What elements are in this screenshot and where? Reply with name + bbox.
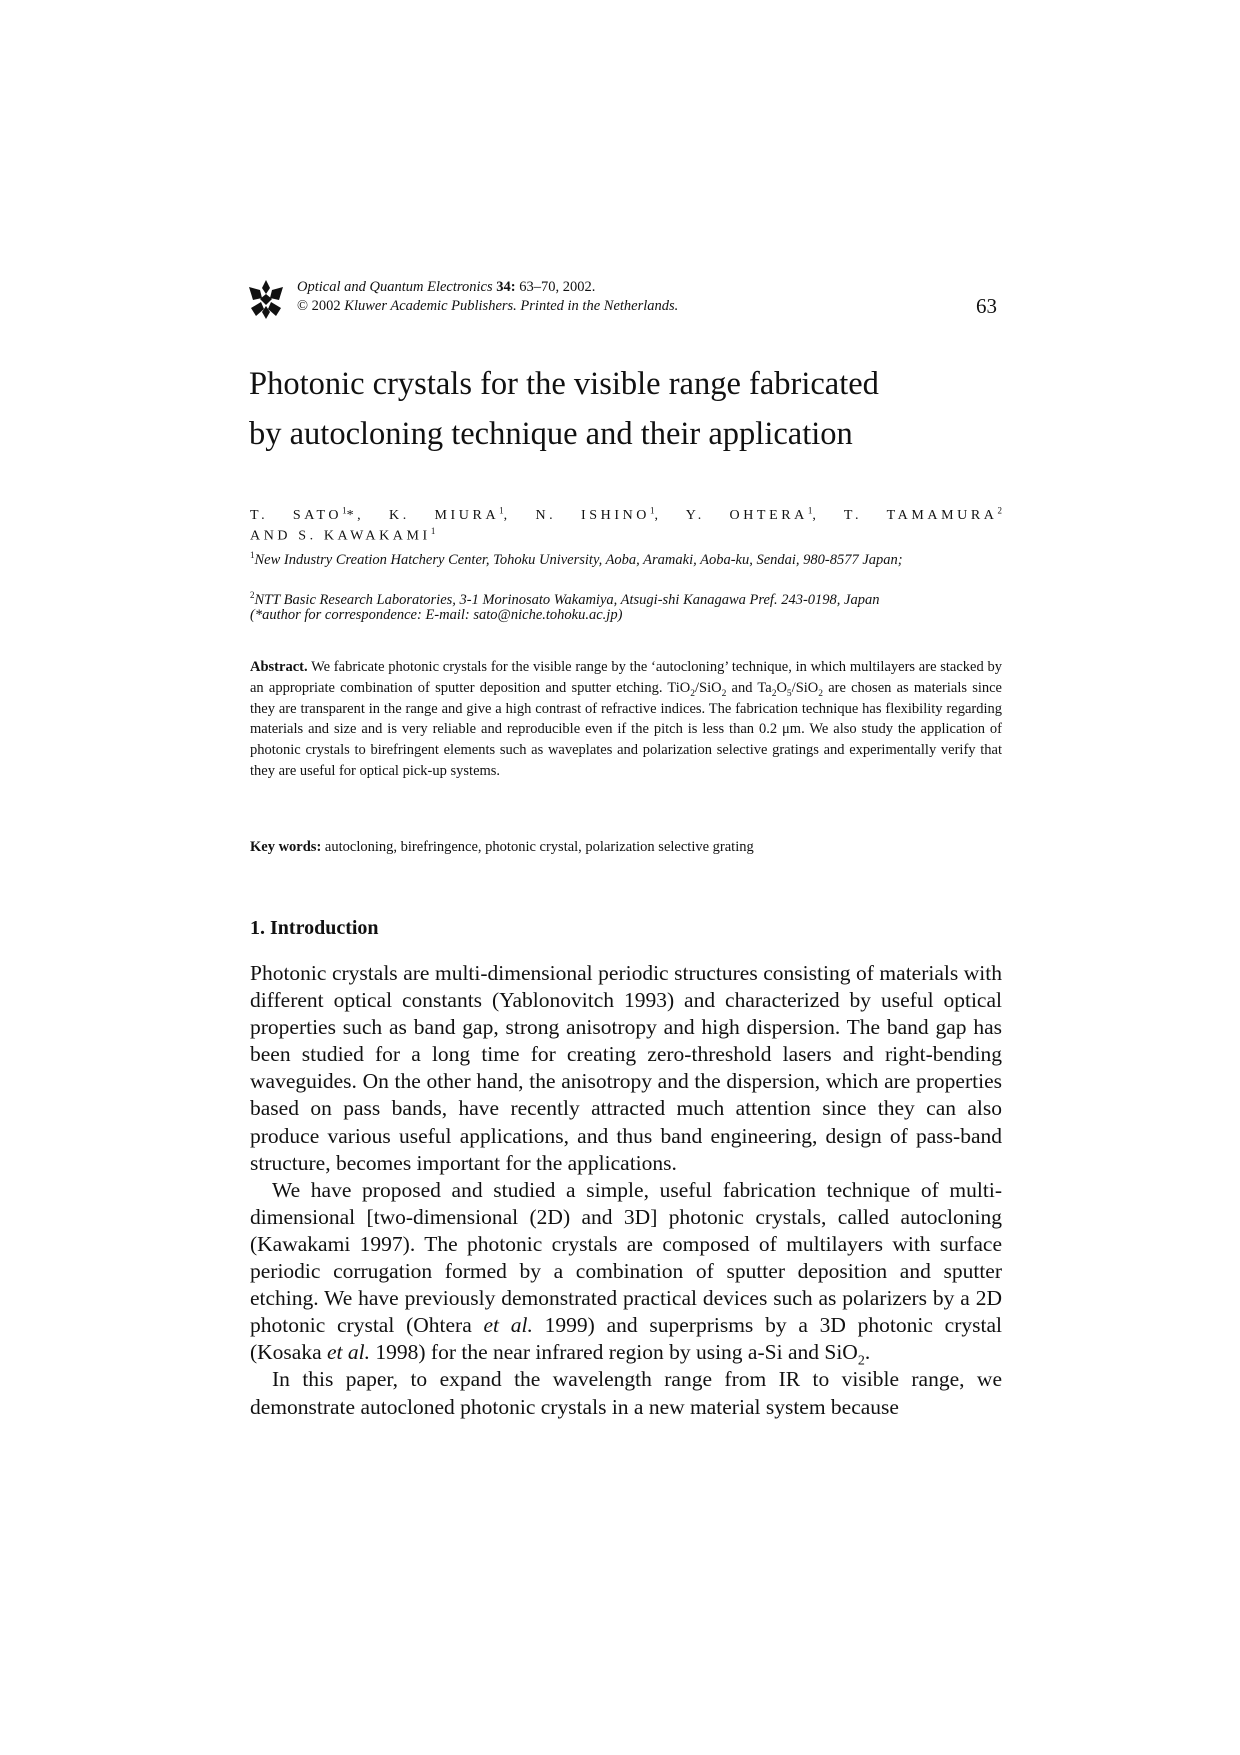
copyright-year: 2002 (311, 298, 341, 314)
section-heading: 1. Introduction (250, 917, 379, 939)
abstract: Abstract. We fabricate photonic crystals for the visible range by the ‘autocloning’ technique, in which multilayers are stacked by an appropriate combination of sputter deposition and sputter etching. TiO$_2$/SiO$_2$ and $Ta_2O_5/SiO_2$ are chosen as materials since they are transparent in the range and give a high contrast of refractive indices. The fabrication technique has flexibility regarding materials and size and is very reliable and reproducible even if the pitch is less than 0.2 μm. We also study the application of photonic crystals to birefringent elements such as waveplates and polarization selective gratings and experimentally verify that they are useful for optical pick-up systems. (250, 659, 1002, 779)
journal-name: Optical and Quantum Electronics (297, 279, 493, 295)
keywords-text: autocloning, birefringence, photonic crystal, polarization selective grating (324, 839, 754, 855)
author: T. TAMAMURA$^2$ (843, 505, 1002, 523)
title-line-2: by autocloning technique and their application (249, 416, 853, 452)
author: N. ISHINO$^1$, (535, 505, 662, 523)
author: K. MIURA$^1$, (388, 505, 511, 523)
author: Y. OHTERA$^1$, (685, 505, 820, 523)
paragraph: Photonic crystals are multi-dimensional periodic structures consisting of materials with different optical constants (Yablonovitch 1993) and characterized by useful optical properties such as band gap, strong anisotropy and high dispersion. The band gap has been studied for a long time for creating zero-threshold lasers and right-bending waveguides. On the other hand, the anisotropy and the dispersion, which are properties based on pass bands, have recently attracted much attention since they can also produce various useful applications, and thus band engineering, design of pass-band structure, becomes important for the applications. (250, 961, 1002, 1175)
section-body (250, 960, 1002, 1421)
abstract-label: Abstract. (250, 659, 308, 675)
keywords-label: Key words: (250, 839, 322, 855)
page-number: 63 (976, 294, 997, 318)
author-list-line-2: AND S. KAWAKAMI$^1$ (250, 526, 436, 544)
journal-citation (297, 279, 595, 295)
affiliation-1: $^1$New Industry Creation Hatchery Center, Tohoku University, Aoba, Aramaki, Aoba-ku, Sendai, 980-8577 Japan; (250, 550, 903, 568)
copyright-icon: © (297, 298, 309, 314)
title-line-1: Photonic crystals for the visible range fabricated (249, 366, 879, 402)
keywords (250, 837, 1002, 857)
journal-pages-year: 63–70, 2002. (519, 279, 596, 295)
journal-volume: 34: (496, 279, 516, 295)
author: T. SATO$^1$*, (250, 505, 365, 523)
paragraph: We have proposed and studied a simple, useful fabrication technique of multi-dimensional [two-dimensional (2D) and 3D] photonic crystals, called autocloning (Kawakami 1997). The photonic crystals are composed of multilayers with surface periodic corrugation formed by a combination of sputter deposition and sputter etching. We have previously demonstrated practical devices such as polarizers by a 2D photonic crystal (Ohtera et al. 1999) and superprisms by a 3D photonic crystal (Kosaka et al. 1998) for the near infrared region by using a-Si and SiO$_2$. (250, 1177, 1002, 1369)
publisher-logo-icon (247, 278, 285, 320)
paper-title (249, 359, 1009, 459)
correspondence-note: (*author for correspondence: E-mail: sato@niche.tohoku.ac.jp) (250, 607, 623, 623)
copyright-line (297, 298, 678, 314)
affiliation-2: $^2$NTT Basic Research Laboratories, 3-1 Morinosato Wakamiya, Atsugi-shi Kanagawa Pref. 243-0198, Japan (250, 590, 880, 608)
paragraph: In this paper, to expand the wavelength range from IR to visible range, we demonstrate autocloned photonic crystals in a new material system because (250, 1367, 1002, 1419)
publisher-note: Kluwer Academic Publishers. Printed in the Netherlands. (344, 298, 679, 314)
